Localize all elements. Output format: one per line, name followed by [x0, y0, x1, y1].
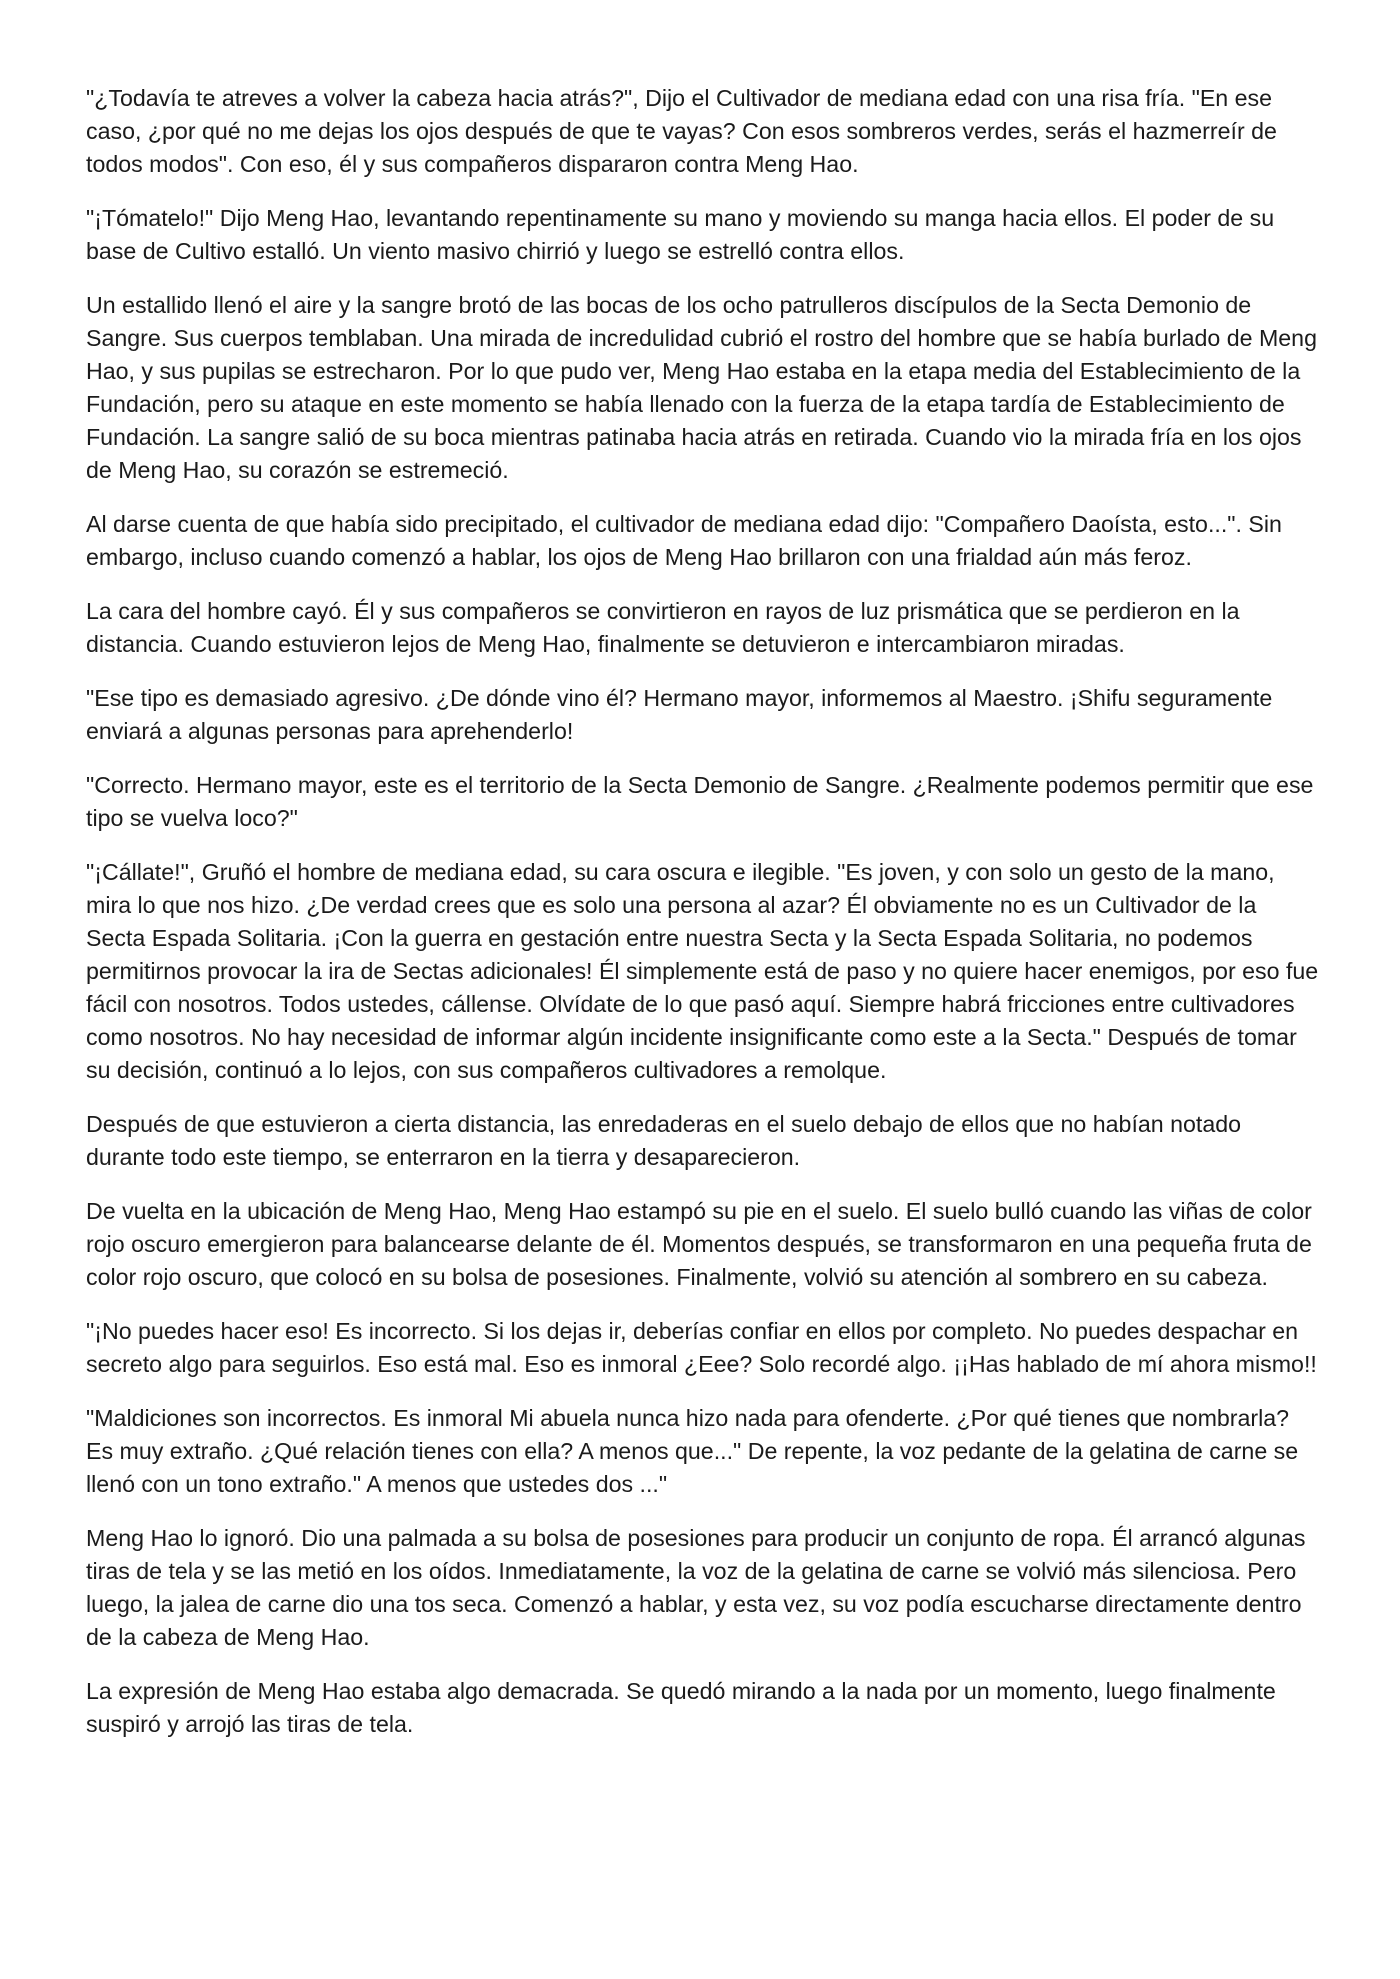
- paragraph: La cara del hombre cayó. Él y sus compañeros se convirtieron en rayos de luz prismática que se perdieron en la distancia. Cuando estuvieron lejos de Meng Hao, finalmente se detuvieron e intercambiaron miradas.: [86, 598, 1240, 657]
- paragraph: Un estallido llenó el aire y la sangre brotó de las bocas de los ocho patrulleros discípulos de la Secta Demonio de Sangre. Sus cuerpos temblaban. Una mirada de incredulidad cubrió el rostro del hombre que se había burlado de Meng Hao, y sus pupilas se estrecharon. Por lo que pudo ver, Meng Hao estaba en la etapa media del Establecimiento de la Fundación, pero su ataque en este momento se había llenado con la fuerza de la etapa tardía de Establecimiento de Fundación. La sangre salió de su boca mientras patinaba hacia atrás en retirada. Cuando vio la mirada fría en los ojos de Meng Hao, su corazón se estremeció.: [86, 292, 1317, 483]
- paragraph: "Maldiciones son incorrectos. Es inmoral Mi abuela nunca hizo nada para ofenderte. ¿Por qué tienes que nombrarla? Es muy extraño. ¿Qué relación tienes con ella? A menos que..." De repente, la voz pedante de la gelatina de carne se llenó con un tono extraño." A menos que ustedes dos ...": [86, 1405, 1299, 1497]
- paragraph: De vuelta en la ubicación de Meng Hao, Meng Hao estampó su pie en el suelo. El suelo bulló cuando las viñas de color rojo oscuro emergieron para balancearse delante de él. Momentos después, se transformaron en una pequeña fruta de color rojo oscuro, que colocó en su bolsa de posesiones. Finalmente, volvió su atención al sombrero en su cabeza.: [86, 1198, 1312, 1290]
- paragraph: La expresión de Meng Hao estaba algo demacrada. Se quedó mirando a la nada por un momento, luego finalmente suspiró y arrojó las tiras de tela.: [86, 1678, 1276, 1737]
- paragraph: "¿Todavía te atreves a volver la cabeza hacia atrás?", Dijo el Cultivador de mediana edad con una risa fría. "En ese caso, ¿por qué no me dejas los ojos después de que te vayas? Con esos sombreros verdes, serás el hazmerreír de todos modos". Con eso, él y sus compañeros dispararon contra Meng Hao.: [86, 85, 1277, 177]
- paragraph: "¡No puedes hacer eso! Es incorrecto. Si los dejas ir, deberías confiar en ellos por completo. No puedes despachar en secreto algo para seguirlos. Eso está mal. Eso es inmoral ¿Eee? Solo recordé algo. ¡¡Has hablado de mí ahora mismo!!: [86, 1318, 1317, 1377]
- paragraph: "Ese tipo es demasiado agresivo. ¿De dónde vino él? Hermano mayor, informemos al Maestro. ¡Shifu seguramente enviará a algunas personas para aprehenderlo!: [86, 685, 1273, 744]
- paragraph: "¡Tómatelo!" Dijo Meng Hao, levantando repentinamente su mano y moviendo su manga hacia ellos. El poder de su base de Cultivo estalló. Un viento masivo chirrió y luego se estrelló contra ellos.: [86, 205, 1275, 264]
- paragraph: "¡Cállate!", Gruñó el hombre de mediana edad, su cara oscura e ilegible. "Es joven, y con solo un gesto de la mano, mira lo que nos hizo. ¿De verdad crees que es solo una persona al azar? Él obviamente no es un Cultivador de la Secta Espada Solitaria. ¡Con la guerra en gestación entre nuestra Secta y la Secta Espada Solitaria, no podemos permitirnos provocar la ira de Sectas adicionales! Él simplemente está de paso y no quiere hacer enemigos, por eso fue fácil con nosotros. Todos ustedes, cállense. Olvídate de lo que pasó aquí. Siempre habrá fricciones entre cultivadores como nosotros. No hay necesidad de informar algún incidente insignificante como este a la Secta." Después de tomar su decisión, continuó a lo lejos, con sus compañeros cultivadores a remolque.: [86, 859, 1319, 1083]
- paragraph: Al darse cuenta de que había sido precipitado, el cultivador de mediana edad dijo: "Compañero Daoísta, esto...". Sin embargo, incluso cuando comenzó a hablar, los ojos de Meng Hao brillaron con una frialdad aún más feroz.: [86, 511, 1282, 570]
- document-page: [86, 82, 1322, 1762]
- paragraph: "Correcto. Hermano mayor, este es el territorio de la Secta Demonio de Sangre. ¿Realmente podemos permitir que ese tipo se vuelva loco?": [86, 772, 1314, 831]
- paragraph: Después de que estuvieron a cierta distancia, las enredaderas en el suelo debajo de ellos que no habían notado durante todo este tiempo, se enterraron en la tierra y desaparecieron.: [86, 1111, 1242, 1170]
- paragraph: Meng Hao lo ignoró. Dio una palmada a su bolsa de posesiones para producir un conjunto de ropa. Él arrancó algunas tiras de tela y se las metió en los oídos. Inmediatamente, la voz de la gelatina de carne se volvió más silenciosa. Pero luego, la jalea de carne dio una tos seca. Comenzó a hablar, y esta vez, su voz podía escucharse directamente dentro de la cabeza de Meng Hao.: [86, 1525, 1306, 1650]
